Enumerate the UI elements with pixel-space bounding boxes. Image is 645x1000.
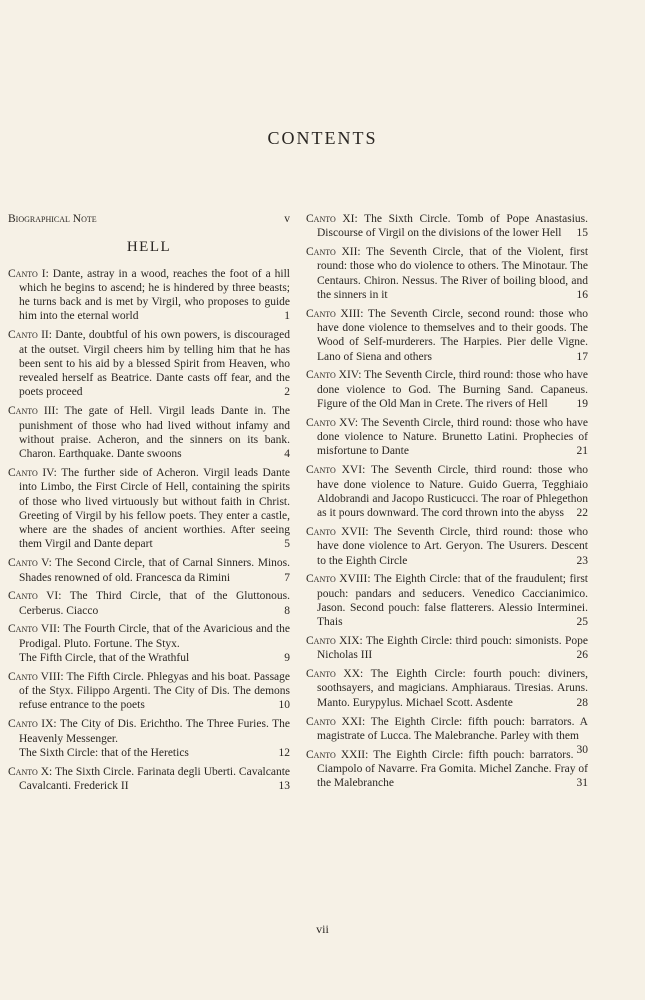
canto-label: Canto V: xyxy=(8,557,52,570)
page-ref: 5 xyxy=(284,538,290,551)
canto-summary: The Eighth Circle: fourth pouch: diviners, soothsayers, and magicians. Amphiaraus. Tiresias. Aruns. Manto. Eurypylus. Michael Scott. Asdente xyxy=(317,668,588,709)
page-ref: 4 xyxy=(284,448,290,461)
page-ref: 26 xyxy=(576,649,588,662)
page-ref-wrap xyxy=(276,698,291,712)
page-ref: 30 xyxy=(576,744,588,757)
canto-label: Canto XIX: xyxy=(306,635,363,648)
page-ref: 22 xyxy=(576,507,588,520)
right-entry-list xyxy=(306,212,588,790)
page-ref-wrap xyxy=(574,350,589,364)
canto-summary: The Eighth Circle: that of the fraudulent; first pouch: pandars and seducers. Venedico Caccianimico. Jason. Second pouch: false flatterers. Alessio Interminei. Thais xyxy=(317,573,588,629)
page-ref-wrap xyxy=(281,309,290,323)
page-ref-wrap xyxy=(574,444,589,458)
page-number: vii xyxy=(316,922,329,936)
section-heading: HELL xyxy=(126,239,172,256)
page-ref: 12 xyxy=(278,746,290,759)
canto-label: Canto XXI: xyxy=(306,715,366,728)
page-ref: 8 xyxy=(284,604,290,617)
toc-entry xyxy=(8,717,290,760)
canto-label: Canto X: xyxy=(8,765,53,778)
page-ref-wrap xyxy=(281,604,290,618)
toc-entry xyxy=(306,525,588,568)
canto-summary: Dante, doubtful of his own powers, is discouraged at the outset. Virgil cheers him by telling him that he has been sent to his aid by a blessed Spirit from Heaven, who revealed herself as Beatrice. Dante casts off fear, and the poets proceed xyxy=(19,329,290,399)
toc-entry xyxy=(306,634,588,663)
toc-entry xyxy=(8,556,290,585)
page-ref-wrap xyxy=(574,648,589,662)
canto-label: Canto VII: xyxy=(8,623,61,636)
toc-entry xyxy=(306,245,588,302)
canto-summary: The Sixth Circle. Tomb of Pope Anastasius. Discourse of Virgil on the divisions of the lower Hell xyxy=(317,213,588,240)
canto-summary: The Third Circle, that of the Gluttonous. Cerberus. Ciacco xyxy=(19,590,290,617)
toc-entry xyxy=(8,622,290,665)
toc-entry xyxy=(306,572,588,629)
page-ref: 16 xyxy=(576,288,588,301)
page-ref: 7 xyxy=(284,571,290,584)
canto-summary: The Seventh Circle, third round: those who have done violence to Nature. Brunetto Latini. Prophecies of misfortune to Dante xyxy=(317,416,589,458)
page-ref: 19 xyxy=(576,398,588,411)
canto-label: Canto VI: xyxy=(8,590,62,603)
canto-label: Canto I: xyxy=(8,267,49,280)
page-ref-wrap xyxy=(574,776,589,790)
page-ref-wrap xyxy=(281,385,290,399)
page-title: CONTENTS xyxy=(267,128,378,148)
canto-summary: Dante, astray in a wood, reaches the foot of a hill which he begins to ascend; he is hindered by three beasts; he turns back and is met by Virgil, who proposes to guide him into the eternal world xyxy=(19,267,290,323)
canto-summary: The further side of Acheron. Virgil leads Dante into Limbo, the First Circle of Hell, containing the spirits of those who lived virtuously but without faith in Christ. Greeting of Virgil by his fellow poets. They enter a castle, where are the shades of ancient worthies. After seeing them Virgil and Dante depart xyxy=(19,466,290,551)
toc-entry xyxy=(306,667,588,710)
canto-label: Canto IV: xyxy=(8,466,57,479)
biographical-note-label: Biographical Note xyxy=(8,213,97,225)
canto-summary: The Second Circle, that of Carnal Sinners. Minos. Shades renowned of old. Francesca da Rimini xyxy=(19,557,290,584)
canto-label: Canto XVII: xyxy=(306,525,369,538)
canto-label: Canto XI: xyxy=(306,213,358,225)
toc-entry xyxy=(306,463,588,520)
page-ref-wrap xyxy=(281,537,290,551)
canto-summary-continued: The Fifth Circle, that of the Wrathful 9 xyxy=(19,652,290,665)
left-entry-list xyxy=(8,267,290,794)
canto-summary: The Seventh Circle, third round: those who have done violence to Nature. Guido Guerra, Tegghiaio Aldobrandi and Jacopo Rusticucci. The roar of Phlegethon as it pours downward. The cord thrown into the abyss xyxy=(317,464,588,520)
biographical-note-page: v xyxy=(284,213,290,225)
canto-summary: The Eighth Circle: third pouch: simonists. Pope Nicholas III xyxy=(317,635,588,662)
toc-entry xyxy=(8,670,290,713)
toc-entry xyxy=(306,307,588,364)
page-ref: 9 xyxy=(284,652,290,665)
page-ref-wrap xyxy=(574,696,589,710)
canto-label: Canto XX: xyxy=(306,668,364,681)
toc-entry xyxy=(8,267,290,324)
canto-summary: The Fourth Circle, that of the Avaricious and the Prodigal. Pluto. Fortune. The Styx. xyxy=(19,623,290,650)
page-ref: 17 xyxy=(576,350,588,363)
canto-summary: The City of Dis. Erichtho. The Three Furies. The Heavenly Messenger. xyxy=(19,718,291,745)
page-ref: 2 xyxy=(284,386,290,399)
page-ref-wrap xyxy=(281,447,290,461)
canto-summary: The Seventh Circle, third round: those who have done violence to Art. Geryon. The Usurers. Descent to the Eighth Circle xyxy=(317,525,588,567)
page-ref-wrap xyxy=(574,615,589,629)
page-ref-wrap xyxy=(574,554,589,568)
page-ref-wrap xyxy=(574,506,589,520)
page-ref: 15 xyxy=(576,227,588,240)
canto-summary: The Seventh Circle, second round: those who have done violence to themselves and to their goods. The Wood of Self-murderers. The Harpies. Pier delle Vigne. Lano of Siena and others xyxy=(317,307,588,363)
canto-label: Canto VIII: xyxy=(8,670,64,683)
right-column xyxy=(306,212,588,795)
canto-label: Canto XVI: xyxy=(306,464,366,477)
page-ref: 31 xyxy=(576,777,588,790)
page-ref-wrap xyxy=(281,571,290,585)
toc-entry xyxy=(306,368,588,411)
toc-entry xyxy=(8,404,290,461)
canto-label: Canto XIII: xyxy=(306,307,364,320)
canto-label: Canto XII: xyxy=(306,246,361,259)
canto-label: Canto IX: xyxy=(8,718,57,731)
page-ref-wrap xyxy=(574,288,589,302)
canto-label: Canto XV: xyxy=(306,416,359,429)
canto-label: Canto III: xyxy=(8,405,59,418)
page-ref: 1 xyxy=(284,310,290,323)
canto-summary-continued: The Sixth Circle: that of the Heretics 12 xyxy=(19,746,290,759)
page-ref: 10 xyxy=(278,699,290,712)
canto-summary: The Sixth Circle. Farinata degli Uberti. Cavalcante Cavalcanti. Frederick II xyxy=(19,765,291,792)
toc-entry xyxy=(8,328,290,399)
page-ref: 25 xyxy=(576,616,588,629)
canto-summary: The gate of Hell. Virgil leads Dante in. The punishment of those who had lived without infamy and without praise. Acheron, and the sinners on its bank. Charon. Earthquake. Dante swoons xyxy=(19,405,291,461)
toc-entry xyxy=(8,589,290,618)
page-ref-wrap xyxy=(574,743,589,757)
canto-label: Canto XIV: xyxy=(306,369,362,382)
toc-entry xyxy=(8,765,290,794)
canto-summary: The Fifth Circle. Phlegyas and his boat. Passage of the Styx. Filippo Argenti. The City of Dis. The demons refuse entrance to the poets xyxy=(19,670,290,712)
canto-summary: The Eighth Circle: fifth pouch: barrators. Ciampolo of Navarre. Fra Gomita. Michel Zanche. Fray of the Malebranche xyxy=(317,748,588,790)
canto-summary: The Seventh Circle, third round: those who have done violence to God. The Burning Sand. Capaneus. Figure of the Old Man in Crete. The rivers of Hell xyxy=(317,369,589,411)
toc-entry xyxy=(306,212,588,241)
canto-label: Canto II: xyxy=(8,329,52,342)
biographical-note-entry xyxy=(8,212,290,226)
canto-summary: The Eighth Circle: fifth pouch: barrators. A magistrate of Lucca. The Malebranche. Parley with them xyxy=(317,715,588,742)
page-ref: 21 xyxy=(576,445,588,458)
page-ref: 23 xyxy=(576,554,588,567)
canto-label: Canto XVIII: xyxy=(306,573,371,586)
canto-label: Canto XXII: xyxy=(306,748,369,761)
canto-summary: The Seventh Circle, that of the Violent, first round: those who do violence to others. The Minotaur. The Centaurs. Chiron. Nessus. The River of boiling blood, and the sinners in it xyxy=(317,246,589,301)
page-ref: 13 xyxy=(278,779,290,792)
page-ref-wrap xyxy=(276,779,291,793)
page-ref: 28 xyxy=(576,696,588,709)
toc-entry xyxy=(8,466,290,552)
left-column xyxy=(8,212,290,798)
toc-entry xyxy=(306,416,588,459)
page-ref-wrap xyxy=(574,397,589,411)
toc-entry xyxy=(306,748,588,791)
page-ref-wrap xyxy=(574,226,589,240)
